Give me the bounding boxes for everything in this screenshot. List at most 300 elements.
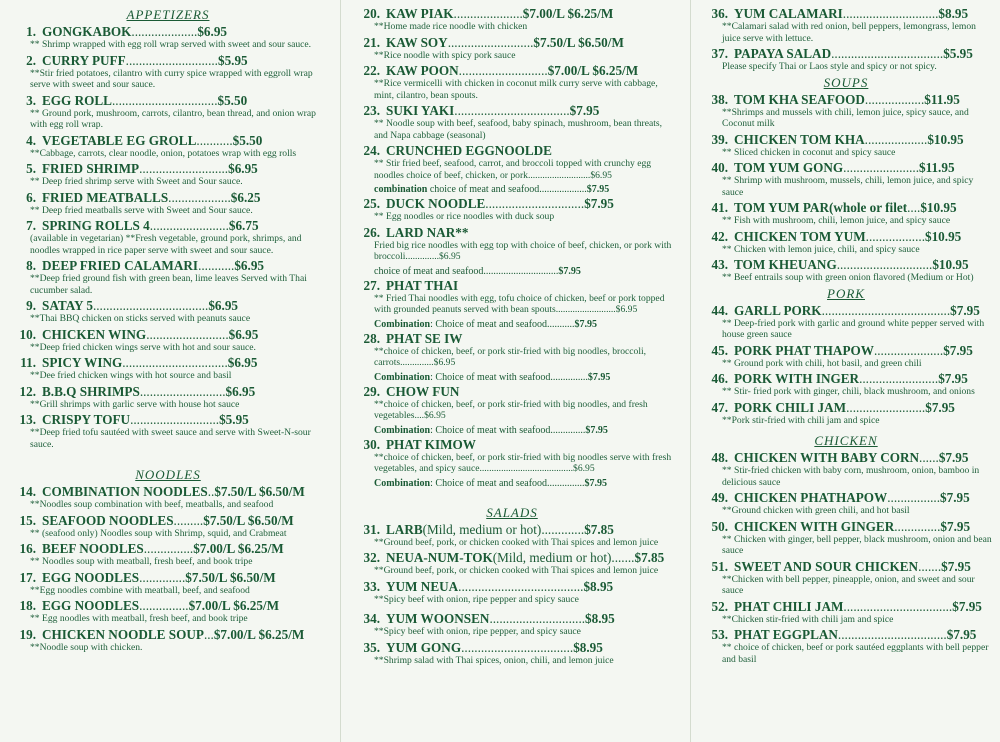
menu-item-line [700, 400, 992, 415]
item-name: PHAT SE IW [386, 330, 463, 346]
item-price: $7.00/L $6.25/M [213, 626, 305, 642]
item-description: ** Stir-fried chicken with baby corn, mushroom, onion, bamboo in delicious sauce [722, 465, 980, 488]
item-leader: ................................. [837, 627, 947, 642]
item-leader: ........................... [139, 161, 229, 176]
item-leader: ............................ [125, 52, 218, 68]
menu-item [700, 303, 992, 341]
item-description: ** Chicken with lemon juice, chili, and spicy sauce [722, 243, 920, 255]
item-number: 37. [711, 46, 728, 61]
item-number: 23. [363, 103, 380, 118]
item-leader: .................. [865, 228, 925, 244]
menu-item [8, 258, 328, 296]
item-price: $6.95 [208, 298, 238, 313]
item-leader: (Mild, medium or hot)....... [492, 550, 635, 565]
item-number: 3. [26, 92, 36, 108]
item-name: TOM KHA SEAFOOD [734, 91, 865, 107]
item-number: 22. [363, 63, 380, 78]
item-price: $6.95 [225, 383, 256, 399]
menu-item-line [352, 143, 672, 158]
item-leader: .......................... [139, 383, 226, 399]
menu-item-line [352, 522, 672, 537]
menu-item [8, 570, 328, 597]
item-description: **Chicken stir-fried with chili jam and spice [722, 613, 894, 625]
item-description: ** Stir fried beef, seafood, carrot, and broccoli topped with crunchy egg noodles choice of beef, chicken, or pork..........................$6.95 [374, 158, 652, 181]
menu-item-line [352, 550, 672, 565]
combination-label: Combination [374, 477, 431, 489]
menu-item-line [8, 412, 328, 427]
combination-price: $7.95 [584, 477, 608, 489]
item-description: **Pork stir-fried with chili jam and spice [722, 414, 880, 426]
item-price: $7.00/L $6.25/M [193, 541, 284, 556]
item-number: 15. [19, 512, 36, 528]
menu-item [352, 331, 672, 369]
item-number: 8. [26, 258, 36, 273]
menu-item-line [700, 450, 992, 465]
item-price: $7.50/L $6.50/M [533, 34, 624, 50]
combination-text: choice of meat and seafood................... [427, 184, 587, 195]
menu-item [352, 278, 672, 316]
menu-item [352, 522, 672, 549]
menu-item [352, 225, 672, 263]
item-number: 30. [363, 436, 380, 452]
item-number: 29. [363, 383, 380, 399]
item-number: 53. [711, 627, 728, 642]
item-description: **Deep fried ground fish with green bean, lime leaves Served with Thai cucumber salad. [30, 273, 307, 296]
item-price: $7.50/L $6.50/M [214, 484, 305, 499]
item-description: **Shrimp salad with Thai spices, onion, chili, and lemon juice [374, 654, 614, 666]
menu-item-line [8, 627, 328, 642]
item-price: $6.95 [234, 258, 264, 273]
item-number: 34. [363, 611, 380, 626]
combination-price: $7.95 [587, 371, 611, 383]
menu-item-line [8, 24, 328, 39]
combination-text: : Choice of meat and seafood........... [430, 318, 575, 330]
menu-item-line [352, 278, 672, 293]
menu-item-line [700, 200, 992, 215]
item-price: $7.00/L $6.25/M [547, 63, 639, 78]
combination-price-line [374, 371, 672, 384]
menu-item-line [8, 598, 328, 613]
item-name: SPRING ROLLS 4 [42, 218, 150, 233]
item-leader: .............. [139, 569, 186, 585]
menu-item [352, 640, 672, 667]
item-description: ** Deep fried meatballs serve with Sweet and Sour sauce. [30, 204, 253, 216]
item-price: $10.95 [924, 228, 962, 244]
item-description: **Rice noodle with spicy pork sauce [374, 49, 516, 61]
menu-item [8, 327, 328, 354]
item-number: 38. [711, 91, 728, 107]
item-name: CURRY PUFF [42, 52, 126, 68]
menu-item-line [352, 611, 672, 626]
item-leader: ....................... [843, 160, 919, 175]
item-name: SWEET AND SOUR CHICKEN [734, 558, 919, 574]
menu-item [700, 132, 992, 159]
menu-item-line [700, 229, 992, 244]
combination-label: Combination [374, 371, 431, 383]
menu-item-line [352, 103, 672, 118]
section-heading: SOUPS [823, 74, 869, 90]
menu-item-line [352, 63, 672, 78]
menu-column-1 [8, 6, 328, 655]
menu-column-2 [352, 6, 672, 668]
item-price: $7.95 [569, 103, 600, 118]
item-number: 28. [363, 330, 380, 346]
item-description: Please specify Thai or Laos style and spicy or not spicy. [722, 61, 937, 72]
item-price: $10.95 [920, 200, 957, 215]
item-leader: ...... [919, 450, 939, 465]
item-number: 39. [711, 131, 728, 147]
menu-item-line [8, 133, 328, 148]
combination-price-line [374, 424, 672, 437]
item-number: 45. [711, 342, 728, 358]
item-name: DUCK NOODLE [386, 196, 486, 211]
item-name: CHOW FUN [386, 383, 460, 399]
item-price: $11.95 [924, 91, 960, 107]
item-description: **choice of chicken, beef, or pork stir-fried with big noodles serve with fresh vegetables, and spicy sauce.......................................$6.95 [374, 451, 672, 474]
item-description: ** choice of chicken, beef or pork sautéed eggplants with bell pepper and basil [722, 642, 989, 665]
item-leader: (Mild, medium or hot)............. [422, 521, 585, 537]
item-description: ** Ground pork with chili, hot basil, and green chili [722, 357, 922, 369]
item-number: 33. [363, 578, 380, 594]
item-description: **Deep fried tofu sautéed with sweet sauce and serve with Sweet-N-sour sauce. [30, 427, 311, 450]
item-name: SUKI YAKI [386, 103, 455, 118]
section-heading: NOODLES [135, 467, 201, 482]
menu-item-line [352, 225, 672, 240]
item-price: $6.95 [227, 355, 258, 370]
item-name: YUM GONG [386, 639, 462, 655]
item-number: 50. [711, 518, 728, 534]
item-number: 18. [19, 598, 36, 613]
item-number: 49. [711, 490, 728, 505]
menu-item-line [8, 355, 328, 370]
item-name: GARLL PORK [734, 302, 822, 318]
item-leader: ................................... [92, 298, 209, 313]
menu-item-line [700, 46, 992, 61]
item-leader: ......... [173, 512, 204, 528]
item-number: 35. [363, 639, 380, 655]
menu-item [700, 229, 992, 256]
item-description: **Shrimps and mussels with chili, lemon juice, spicy sauce, and Coconut milk [722, 106, 969, 129]
item-name: PORK WITH INGER [734, 371, 860, 386]
item-price: $11.95 [919, 160, 955, 175]
item-leader: ............................. [842, 6, 939, 21]
item-leader: ...................................... [458, 578, 584, 594]
item-leader: ........................... [458, 63, 548, 78]
menu-item-line [700, 371, 992, 386]
item-number: 26. [363, 224, 380, 240]
item-name: KAW SOY [386, 34, 448, 50]
item-leader: .................... [131, 24, 198, 39]
menu-item-line [700, 599, 992, 614]
item-name: SEAFOOD NOODLES [42, 512, 174, 528]
menu-item [8, 627, 328, 654]
item-leader: .................. [864, 91, 925, 107]
menu-item [352, 550, 672, 577]
item-number: 41. [711, 200, 728, 215]
item-price: $7.50/L $6.50/M [185, 569, 276, 585]
menu-item-line [8, 190, 328, 205]
item-leader: .... [907, 200, 921, 215]
item-number: 12. [19, 383, 36, 399]
item-number: 31. [363, 521, 380, 537]
item-number: 11. [20, 355, 36, 370]
item-description: ** Ground pork, mushroom, carrots, cilantro, bean thread, and onion wrap with egg roll wrap. [30, 107, 316, 130]
item-number: 13. [19, 412, 36, 427]
spacer [8, 452, 328, 466]
item-name: YUM NEUA [386, 578, 459, 594]
item-leader: ....... [918, 558, 942, 574]
menu-item-line [700, 343, 992, 358]
menu-item [352, 384, 672, 422]
item-description: **Noodle soup with chicken. [30, 641, 143, 653]
menu-item-line [352, 6, 672, 21]
section-heading: APPETIZERS [126, 7, 210, 22]
item-leader: ........................ [846, 399, 926, 415]
combination-price: $7.95 [574, 318, 598, 330]
item-price: $8.95 [583, 578, 614, 594]
menu-item-line [700, 490, 992, 505]
item-description: **Ground beef, pork, or chicken cooked with Thai spices and lemon juice [374, 565, 659, 576]
menu-item-line [352, 384, 672, 399]
item-number: 40. [711, 160, 728, 175]
menu-item-line [700, 6, 992, 21]
menu-item-line [8, 161, 328, 176]
fold-line-right [690, 0, 691, 742]
item-leader: .................................. [461, 639, 574, 655]
item-price: $5.95 [217, 52, 248, 68]
menu-item [8, 298, 328, 325]
menu-item [8, 24, 328, 51]
item-price: $8.95 [585, 611, 615, 626]
item-number: 5. [26, 161, 36, 176]
menu-item-line [8, 570, 328, 585]
item-price: $7.95 [946, 627, 977, 642]
item-description: ** Chicken with ginger, bell pepper, black mushroom, onion and bean sauce [722, 533, 992, 556]
item-description: **Dee fried chicken wings with hot source and basil [30, 370, 232, 381]
item-price: $10.95 [932, 257, 969, 272]
item-price: $7.00/L $6.25/M [188, 598, 280, 613]
menu-item-line [700, 519, 992, 534]
combination-label: Combination [374, 318, 431, 330]
item-number: 4. [26, 132, 36, 148]
item-name: EGG ROLL [42, 92, 112, 108]
item-price: $7.95 [584, 196, 614, 211]
menu-item [352, 63, 672, 101]
item-number: 43. [711, 257, 728, 272]
combination-price: $7.95 [586, 184, 610, 195]
item-name: PORK CHILI JAM [734, 399, 847, 415]
menu-item [352, 579, 672, 606]
item-description: ** Shrimp wrapped with egg roll wrap served with sweet and sour sauce. [30, 39, 312, 50]
menu-item [352, 611, 672, 638]
item-price: $7.85 [634, 550, 665, 565]
combination-price: $7.95 [585, 424, 608, 436]
item-name: DEEP FRIED CALAMARI [42, 258, 199, 273]
combination-label: combination [374, 184, 428, 195]
item-name: B.B.Q SHRIMPS [42, 383, 140, 399]
menu-item-line [8, 218, 328, 233]
section-heading: CHICKEN [814, 433, 878, 448]
item-price: $6.95 [228, 161, 258, 176]
menu-item-line [8, 327, 328, 342]
fold-line-left [340, 0, 341, 742]
combination-text: choice of meat and seafood.............................. [374, 265, 559, 277]
item-description: (available in vegetarian) **Fresh vegetable, ground pork, shrimps, and noodles wrapped in rice paper serve with sweet and sour sauce. [30, 233, 302, 256]
item-name: FRIED MEATBALLS [42, 189, 169, 205]
section-heading: PORK [827, 285, 865, 301]
item-price: $7.95 [938, 371, 968, 386]
item-number: 2. [26, 52, 36, 68]
item-number: 19. [19, 626, 36, 642]
item-price: $6.25 [230, 189, 261, 205]
item-description: **Egg noodles combine with meatball, beef, and seafood [30, 584, 250, 596]
item-description: ** Deep-fried pork with garlic and ground white pepper served with house green sauce [722, 317, 985, 340]
item-leader: .................................. [831, 46, 944, 61]
item-name: PAPAYA SALAD [734, 46, 832, 61]
item-leader: ............................. [836, 257, 933, 272]
menu-item [700, 490, 992, 517]
item-name: SATAY 5 [42, 298, 93, 313]
item-leader: ................................ [111, 92, 218, 108]
item-price: $7.95 [940, 518, 971, 534]
item-description: ** Egg noodles or rice noodles with duck soup [374, 211, 555, 222]
item-leader: ................... [864, 131, 928, 147]
menu-item-line [8, 93, 328, 108]
menu-item-line [700, 627, 992, 642]
menu-item-line [8, 53, 328, 68]
menu-item-line [352, 196, 672, 211]
menu-item-line [352, 579, 672, 594]
item-leader: ... [203, 626, 214, 642]
menu-item [700, 400, 992, 427]
item-price: $7.85 [584, 521, 614, 537]
item-name: TOM KHEUANG [734, 257, 837, 272]
item-number: 46. [711, 371, 728, 386]
item-description: **Ground beef, pork, or chicken cooked with Thai spices and lemon juice [374, 536, 659, 548]
item-name: CRUNCHED EGGNOOLDE [386, 143, 552, 158]
item-leader: ......................... [146, 326, 229, 342]
menu-item [8, 513, 328, 540]
menu-item [8, 133, 328, 160]
item-name: COMBINATION NOODLES [42, 484, 208, 499]
menu-item [8, 218, 328, 256]
item-description: Fried big rice noodles with egg top with choice of beef, chicken, or pork with broccoli..............$6.95 [374, 239, 672, 262]
item-name: CHICKEN WING [42, 326, 147, 342]
item-price: $5.50 [232, 132, 263, 148]
item-number: 52. [711, 598, 728, 614]
item-name: VEGETABLE EG GROLL [42, 132, 197, 148]
item-description: **Chicken with bell pepper, pineapple, onion, and sweet and sour sauce [722, 573, 975, 596]
item-description: **Noodles soup combination with beef, meatballs, and seafood [30, 499, 274, 510]
item-leader: ........... [198, 258, 235, 273]
menu-item [700, 450, 992, 488]
item-number: 27. [363, 277, 380, 293]
item-leader: .. [207, 484, 215, 499]
item-price: $8.95 [938, 6, 969, 21]
menu-item [8, 53, 328, 91]
item-number: 51. [711, 558, 728, 574]
item-name: CHICKEN TOM YUM [734, 228, 866, 244]
menu-item-line [8, 513, 328, 528]
item-price: $10.95 [927, 131, 964, 147]
item-description: ** Deep fried shrimp serve with Sweet and Sour sauce. [30, 176, 243, 187]
menu-item-line [700, 559, 992, 574]
menu-item [700, 627, 992, 665]
item-price: $7.95 [943, 342, 973, 358]
item-number: 17. [19, 569, 36, 585]
item-leader: ........................ [149, 218, 229, 233]
item-description: **Ground chicken with green chili, and hot basil [722, 505, 910, 516]
item-name: CHICKEN WITH GINGER [734, 518, 895, 534]
menu-item [700, 6, 992, 44]
menu-item [352, 437, 672, 475]
menu-item [8, 412, 328, 450]
menu-item [700, 343, 992, 370]
combination-price-line [374, 477, 672, 490]
item-name: KAW POON [386, 63, 459, 78]
menu-item [352, 196, 672, 223]
item-number: 44. [711, 302, 728, 318]
menu-item [700, 160, 992, 198]
item-number: 42. [711, 228, 728, 244]
item-number: 14. [19, 484, 36, 499]
item-description: **Stir fried potatoes, cilantro with curry spice wrapped with eggroll wrap serve with sweet and sour sauce. [30, 67, 313, 90]
item-price: $7.50/L $6.50/M [203, 512, 294, 528]
menu-item [8, 190, 328, 217]
spacer [700, 428, 992, 432]
item-description: **choice of chicken, beef, or pork stir-fried with big noodles, broccoli, carrots..............$6.95 [374, 345, 647, 368]
spacer [352, 490, 672, 504]
combination-text: : Choice of meat and seafood............... [430, 477, 585, 489]
menu-item-line [8, 298, 328, 313]
item-leader: ..................... [873, 342, 944, 358]
item-description: ** Sliced chicken in coconut and spicy sauce [722, 146, 896, 158]
item-leader: ....................................... [821, 302, 951, 318]
menu-item [8, 355, 328, 382]
menu-item [700, 200, 992, 227]
item-name: SPICY WING [42, 355, 123, 370]
item-price: $7.95 [925, 399, 955, 415]
item-price: $7.95 [941, 558, 971, 574]
menu-item-line [700, 303, 992, 318]
menu-item [700, 519, 992, 557]
item-description: **Rice vermicelli with chicken in coconut milk curry serve with cabbage, mint, cilantro, bean spouts. [374, 78, 658, 101]
menu-column-3 [700, 6, 992, 667]
item-description: **Calamari salad with red onion, bell peppers, lemongrass, lemon juice serve with lettuce. [722, 21, 976, 44]
item-name: TOM YUM GONG [734, 160, 844, 175]
item-price: $7.95 [952, 598, 982, 614]
item-leader: ................................... [454, 103, 570, 118]
item-price: $6.95 [197, 24, 227, 39]
item-leader: ........................ [859, 371, 939, 386]
item-name: YUM CALAMARI [734, 6, 843, 21]
item-name: FRIED SHRIMP [42, 161, 140, 176]
item-description: ** Beef entrails soup with green onion flavored (Medium or Hot) [722, 272, 974, 283]
item-leader: ................................ [122, 355, 228, 370]
item-name: LARD NAR** [386, 224, 469, 240]
item-description: **Cabbage, carrots, clear noodle, onion, potatoes wrap with egg rolls [30, 147, 297, 159]
item-description: ** Noodles soup with meatball, fresh beef, and book tripe [30, 556, 253, 567]
combination-price-line [374, 318, 672, 331]
combination-price: $7.95 [558, 265, 581, 277]
menu-item-line [700, 257, 992, 272]
item-description: **Grill shrimps with garlic serve with house hot sauce [30, 398, 240, 410]
combination-label: Combination [374, 424, 431, 436]
item-number: 47. [711, 399, 728, 415]
item-name: CHICKEN NOODLE SOUP [42, 626, 204, 642]
menu-item [700, 559, 992, 597]
item-price: $7.00/L $6.25/M [522, 6, 614, 21]
